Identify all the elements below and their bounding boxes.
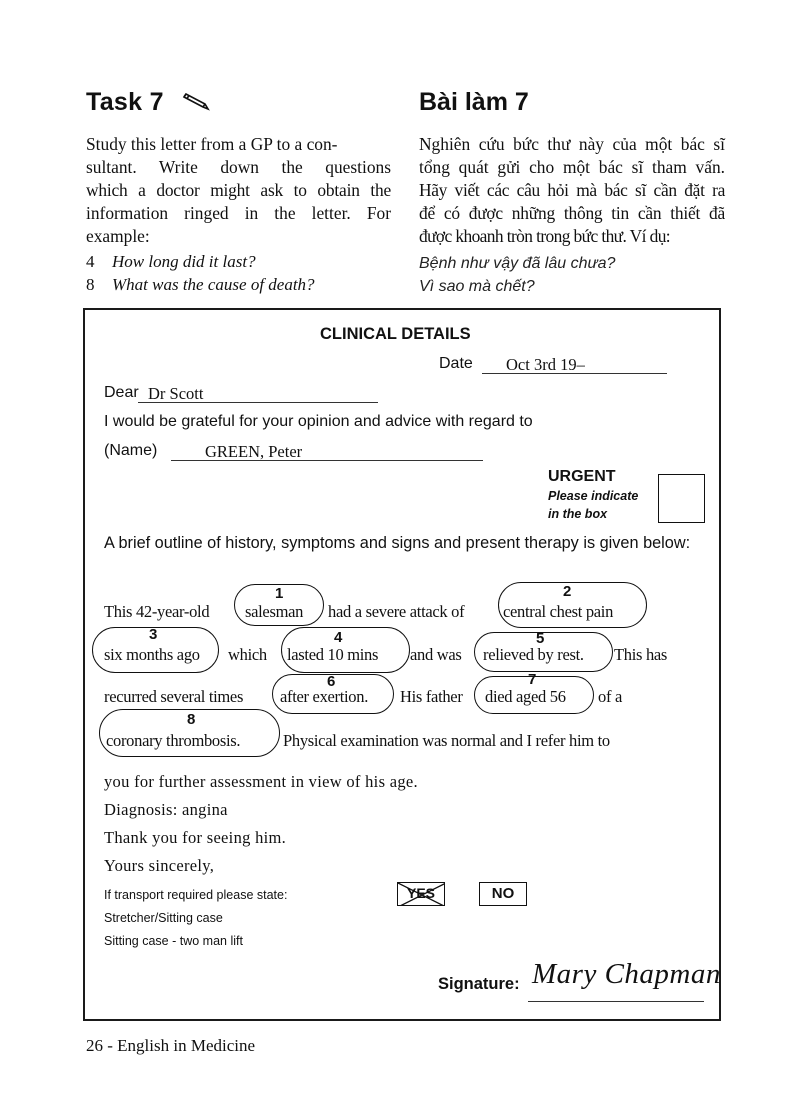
no-option[interactable]: NO xyxy=(479,882,527,906)
ring-number: 5 xyxy=(536,630,545,647)
example-number: 4 xyxy=(86,252,95,271)
instruction-line: được khoanh tròn trong bức thư. Ví dụ: xyxy=(419,226,671,246)
ring-text: lasted 10 mins xyxy=(287,645,379,664)
example-question: How long did it last? xyxy=(112,252,256,271)
urgent-title: URGENT xyxy=(548,468,616,485)
instruction-line: which a doctor might ask to obtain the xyxy=(86,180,391,200)
cross-out-icon xyxy=(398,883,445,906)
instruction-line: information ringed in the letter. For xyxy=(86,203,391,223)
grateful-text: I would be grateful for your opinion and advice with regard to xyxy=(104,413,533,430)
ring-text: central chest pain xyxy=(503,602,614,621)
example-item xyxy=(86,250,256,273)
ring-number: 8 xyxy=(187,711,196,728)
letter-text: Physical examination was normal and I refer him to xyxy=(283,731,610,750)
date-field[interactable]: Oct 3rd 19– xyxy=(506,355,585,374)
page-footer: 26 - English in Medicine xyxy=(86,1036,256,1055)
example-item-vi: Vì sao mà chết? xyxy=(419,278,535,295)
date-label: Date xyxy=(439,355,473,372)
outline-text: A brief outline of history, symptoms and signs and present therapy is given below: xyxy=(104,534,691,552)
ring-text: relieved by rest. xyxy=(483,645,584,664)
instruction-line: example: xyxy=(86,226,150,246)
example-item xyxy=(86,273,315,296)
bai-lam-instructions xyxy=(419,133,725,248)
example-question: What was the cause of death? xyxy=(112,275,315,294)
dear-label: Dear xyxy=(104,384,139,401)
transport-label: If transport required please state: xyxy=(104,888,288,902)
form-heading: CLINICAL DETAILS xyxy=(320,325,471,343)
name-underline xyxy=(171,460,483,461)
yes-label: YES xyxy=(406,885,435,901)
instruction-line: Nghiên cứu bức thư này của một bác sĩ xyxy=(419,134,725,154)
example-item-vi: Bệnh như vậy đã lâu chưa? xyxy=(419,255,616,272)
task-title xyxy=(86,88,211,118)
urgent-instruction: in the box xyxy=(548,507,608,521)
example-number: 8 xyxy=(86,275,95,294)
task-title-text: Task 7 xyxy=(86,88,164,116)
instruction-line: sultant. Write down the questions xyxy=(86,157,391,177)
letter-text: recurred several times xyxy=(104,687,244,706)
letter-text: His father xyxy=(400,687,463,706)
letter-text: of a xyxy=(598,687,622,706)
instruction-line: Hãy viết các câu hỏi mà bác sĩ cần đặt ra xyxy=(419,180,725,200)
name-field[interactable]: GREEN, Peter xyxy=(205,442,303,461)
task-instructions xyxy=(86,133,391,248)
urgent-instruction: Please indicate xyxy=(548,489,639,503)
dear-underline xyxy=(138,402,378,403)
transport-option-two-man-lift: Sitting case - two man lift xyxy=(104,934,243,948)
letter-text: This has xyxy=(614,645,668,664)
signature-field[interactable]: Mary Chapman xyxy=(532,958,721,990)
diagnosis-text: Diagnosis: angina xyxy=(104,800,228,819)
dear-field[interactable]: Dr Scott xyxy=(148,384,204,403)
ring-number: 1 xyxy=(275,585,284,602)
ring-text: died aged 56 xyxy=(485,687,566,706)
thanks-text: Thank you for seeing him. xyxy=(104,828,287,847)
instruction-line: để có được những thông tin cần thiết đã xyxy=(419,203,725,223)
letter-text: and was xyxy=(410,645,462,664)
ring-number: 6 xyxy=(327,673,336,690)
ring-text: salesman xyxy=(245,602,304,621)
letter-text: you for further assessment in view of his age. xyxy=(104,772,418,791)
date-underline xyxy=(482,373,667,374)
transport-option-stretcher: Stretcher/Sitting case xyxy=(104,911,223,925)
signature-label: Signature: xyxy=(438,975,520,993)
ring-text: coronary thrombosis. xyxy=(106,731,241,750)
ring-text: after exertion. xyxy=(280,687,369,706)
instruction-line: tổng quát gửi cho một bác sĩ tham vấn. xyxy=(419,157,725,177)
letter-text: had a severe attack of xyxy=(328,602,465,621)
instruction-line: Study this letter from a GP to a con- xyxy=(86,134,338,154)
name-label: (Name) xyxy=(104,442,158,459)
yes-option-crossed[interactable] xyxy=(397,882,445,906)
bai-lam-title: Bài làm 7 xyxy=(419,88,529,116)
ring-number: 2 xyxy=(563,583,572,600)
ring-number: 3 xyxy=(149,626,158,643)
letter-text: which xyxy=(228,645,267,664)
signature-underline xyxy=(528,1001,704,1002)
ring-number: 4 xyxy=(334,629,343,646)
ring-number: 7 xyxy=(528,671,537,688)
letter-text: This 42-year-old xyxy=(104,602,210,621)
sign-off-text: Yours sincerely, xyxy=(104,856,215,875)
urgent-checkbox[interactable] xyxy=(658,474,705,523)
ring-text: six months ago xyxy=(104,645,200,664)
pencil-icon xyxy=(181,89,211,118)
